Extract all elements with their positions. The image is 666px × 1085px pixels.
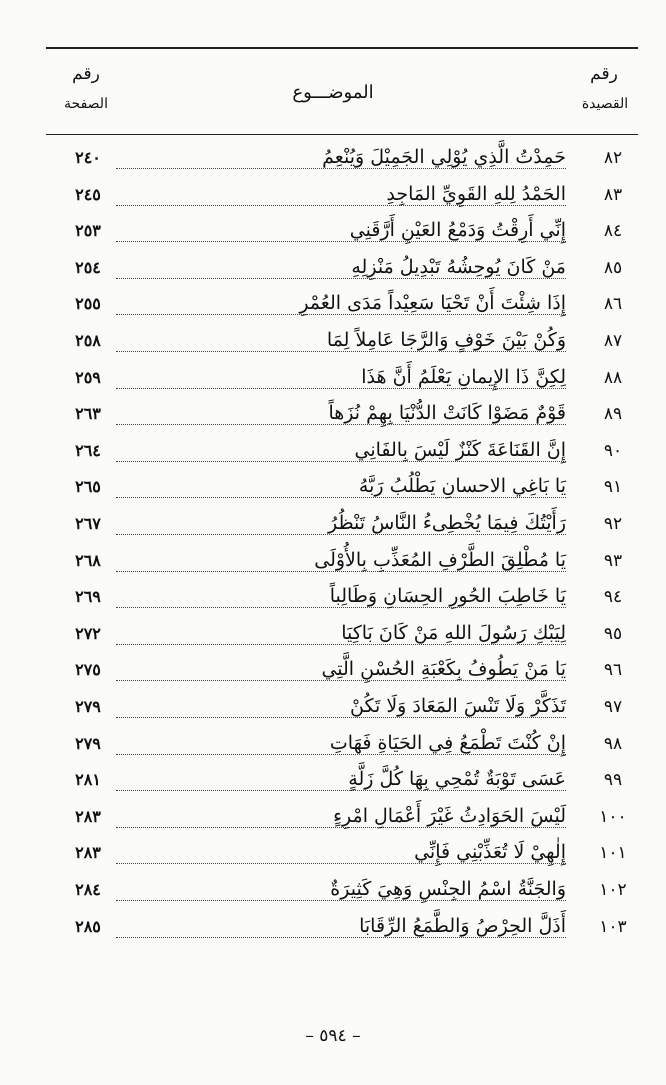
page-number: ٢٨٣ [75, 807, 101, 826]
dot-leader [116, 680, 566, 681]
poem-title: إِنْ كُنْتَ تَطْمَعُ فِي الحَيَاةِ فَهَاتِ [324, 732, 566, 754]
poem-number: ٨٣ [603, 185, 623, 205]
poem-title: يَا بَاغِي الاحسانِ يَطْلُبُ رَبَّهُ [353, 475, 566, 497]
index-row [0, 329, 666, 359]
dot-leader [116, 168, 566, 169]
dot-leader [116, 388, 566, 389]
index-row [0, 402, 666, 432]
poem-number: ٩١ [603, 477, 623, 497]
poem-number: ٨٨ [603, 368, 623, 388]
poem-title: مَنْ كَانَ يُوحِشُهُ تَبْدِيلُ مَنْزِلِهِ [345, 256, 566, 278]
page-number: ٢٨٤ [75, 880, 101, 899]
poem-number: ١٠١ [599, 843, 627, 863]
poem-number: ٩٩ [603, 770, 623, 790]
page-number: ٢٦٧ [75, 514, 101, 533]
page-number: ٢٨٥ [75, 917, 101, 936]
dot-leader [116, 424, 566, 425]
dot-leader [116, 900, 566, 901]
dot-leader [116, 754, 566, 755]
index-row [0, 512, 666, 542]
poem-number: ٩٠ [603, 441, 623, 461]
page-number: ٢٥٣ [75, 221, 101, 240]
page-number: ٢٧٢ [75, 624, 101, 643]
index-row [0, 878, 666, 908]
poem-number: ٩٢ [603, 514, 623, 534]
page-number: ٢٦٨ [75, 551, 101, 570]
index-row [0, 805, 666, 835]
poem-number: ٨٦ [603, 294, 623, 314]
page-number: ٢٦٩ [75, 587, 101, 606]
poem-title: لِيَبْكِ رَسُولَ اللهِ مَنْ كَانَ بَاكِيَا [335, 622, 566, 644]
poem-title: إِلٰهِيْ لَا تُعَذِّبْنِي فَإِنِّي [408, 841, 566, 863]
poem-number: ٩٤ [603, 587, 623, 607]
page-number: ٢٨١ [75, 770, 101, 789]
header-topic-label: الموضـــوع [292, 82, 374, 103]
index-row [0, 585, 666, 615]
poem-title: يَا خَاطِبَ الحُورِ الحِسَانِ وَطَالِباً [324, 585, 566, 607]
header-poem-number-label: رقم [590, 64, 618, 84]
poem-title: إِنِّي أَرِقْتُ وَدَمْعُ العَيْنِ أَرَّقَنِي [344, 219, 566, 241]
dot-leader [116, 607, 566, 608]
poem-title: الحَمْدُ لِلهِ القَوِيِّ المَاجِدِ [380, 183, 566, 205]
poem-title: قَوْمٌ مَضَوْا كَانَتْ الدُّنْيَا بِهِمْ نُزَهاً [322, 402, 566, 424]
poem-number: ١٠٠ [599, 807, 627, 827]
index-row [0, 915, 666, 945]
dot-leader [116, 644, 566, 645]
dot-leader [116, 827, 566, 828]
poem-title: رَأَيْتُكَ فِيمَا يُخْطِىءُ النَّاسُ تَنْظُرُ [322, 512, 566, 534]
poem-title: وَالجَنَّةُ اسْمُ الجِنْسِ وَهِيَ كَثِيرَةٌ [324, 878, 566, 900]
poem-title: إِذَا شِئْتَ أَنْ تَحْيَا سَعِيْداً مَدَى العُمْرِ [293, 292, 566, 314]
index-row [0, 695, 666, 725]
header-page-label: الصفحة [64, 96, 108, 112]
dot-leader [116, 571, 566, 572]
poem-title: عَسَى تَوْبَةٌ تُمْحِي بِهَا كُلَّ زَلَّةٍ [342, 768, 566, 790]
dot-leader [116, 863, 566, 864]
index-row [0, 841, 666, 871]
top-rule [46, 47, 638, 49]
dot-leader [116, 205, 566, 206]
poem-title: تَذَكَّرْ وَلَا تَنْسَ المَعَادَ وَلَا تَكُنْ [344, 695, 566, 717]
dot-leader [116, 351, 566, 352]
header-rule [46, 134, 638, 135]
index-row [0, 146, 666, 176]
poem-title: لِكِنَّ ذَا الإِيمانِ يَعْلَمُ أَنَّ هَذَا [355, 366, 566, 388]
poem-number: ١٠٢ [599, 880, 627, 900]
page-number: ٢٤٥ [75, 185, 101, 204]
poem-number: ٨٢ [603, 148, 623, 168]
poem-number: ٩٣ [603, 551, 623, 571]
poem-number: ٩٨ [603, 734, 623, 754]
index-row [0, 366, 666, 396]
poem-title: إِنَّ القَنَاعَةَ كَنْزٌ لَيْسَ بِالفَانِي [348, 439, 566, 461]
poem-number: ٨٤ [603, 221, 623, 241]
poem-number: ٩٦ [603, 660, 623, 680]
index-row [0, 658, 666, 688]
page-number: ٢٨٣ [75, 843, 101, 862]
dot-leader [116, 241, 566, 242]
index-row [0, 549, 666, 579]
header-page-number-label: رقم [72, 64, 100, 84]
poem-title: وَكُنْ بَيْنَ خَوْفٍ وَالرَّجَا عَامِلاً لِمَا [321, 329, 566, 351]
poem-title: لَيْسَ الحَوَادِثُ غَيْرَ أَعْمَالِ امْرِءٍ [327, 805, 566, 827]
poem-number: ١٠٣ [599, 917, 627, 937]
index-row [0, 439, 666, 469]
index-row [0, 183, 666, 213]
page-number: ٢٥٨ [75, 331, 101, 350]
index-row [0, 768, 666, 798]
page-number: ٢٥٥ [75, 294, 101, 313]
poem-title: حَمِدْتُ الَّذِي يُوْلِي الجَمِيْلَ وَيُنْعِمُ [316, 146, 566, 168]
page-number: ٢٦٥ [75, 477, 101, 496]
poem-number: ٨٧ [603, 331, 623, 351]
poem-number: ٩٥ [603, 624, 623, 644]
poem-number: ٨٥ [603, 258, 623, 278]
poem-title: يَا مُطْلِقَ الطَّرْفِ المُعَذِّبِ بِالأُوْلَى [308, 549, 566, 571]
page-number: ٢٧٥ [75, 660, 101, 679]
page-number: ٢٦٤ [75, 441, 101, 460]
index-row [0, 256, 666, 286]
dot-leader [116, 717, 566, 718]
dot-leader [116, 278, 566, 279]
dot-leader [116, 937, 566, 938]
index-row [0, 219, 666, 249]
poem-number: ٩٧ [603, 697, 623, 717]
dot-leader [116, 534, 566, 535]
page-number: ٢٤٠ [75, 148, 101, 167]
page-number: ٢٦٣ [75, 404, 101, 423]
page-number: ٢٥٩ [75, 368, 101, 387]
page-number: ٢٧٩ [75, 697, 101, 716]
dot-leader [116, 314, 566, 315]
index-row [0, 732, 666, 762]
poem-title: يَا مَنْ يَطُوفُ بِكَعْبَةِ الحُسْنِ الَّتِي [315, 658, 566, 680]
index-row [0, 475, 666, 505]
dot-leader [116, 497, 566, 498]
dot-leader [116, 790, 566, 791]
poem-number: ٨٩ [603, 404, 623, 424]
dot-leader [116, 461, 566, 462]
index-row [0, 622, 666, 652]
page-number: ٢٥٤ [75, 258, 101, 277]
page-footer-number: – ٥٩٤ – [305, 1026, 361, 1046]
header-poem-label: القصيدة [581, 96, 629, 112]
page-number: ٢٧٩ [75, 734, 101, 753]
index-row [0, 292, 666, 322]
poem-title: أَذَلَّ الحِرْصُ وَالطَّمَعُ الرِّقَابَا [353, 915, 566, 937]
